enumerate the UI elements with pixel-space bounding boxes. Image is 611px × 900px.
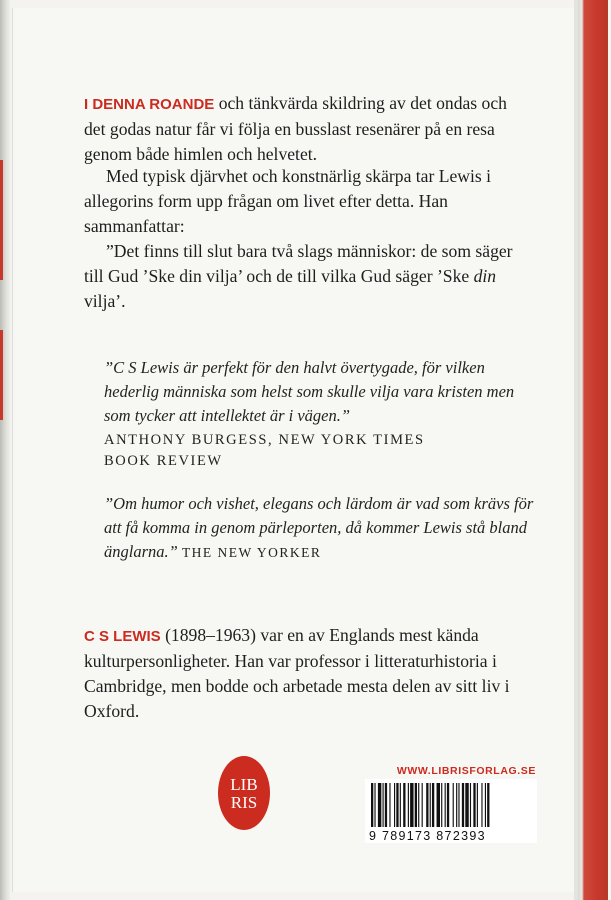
barcode-bar xyxy=(453,783,454,827)
barcode-bar xyxy=(432,783,434,827)
barcode-bar xyxy=(383,783,384,827)
barcode-bar xyxy=(487,783,489,827)
blurb-paragraph-2 xyxy=(84,164,524,314)
author-bio-text: (1898–1963) var en av Englands mest kända kulturpersonligheter. Han var professor i litteraturhistoria i Cambridge, men bodde och arbetade mesta delen av sitt liv i Oxford. xyxy=(84,625,510,721)
blurb-quote-part-b: vilja’. xyxy=(84,291,126,311)
blurb-lead: I DENNA ROANDE xyxy=(84,96,215,113)
barcode-bar xyxy=(408,783,409,827)
barcode-bar xyxy=(477,783,478,827)
barcode-bar xyxy=(465,783,468,827)
review-quote-2 xyxy=(104,492,544,565)
barcode-bar xyxy=(394,783,395,827)
barcode-bar xyxy=(371,783,373,827)
review-quote-2-text: ”Om humor och vishet, elegans och lärdom är vad som krävs för att få komma in genom pärleporten, då kommer Lewis stå bland änglarna.” xyxy=(104,494,534,561)
logo-line-2: RIS xyxy=(230,793,258,812)
blurb-paragraph-1 xyxy=(84,91,524,167)
blurb-p1-text: och tänkvärda skildring av det ondas och det godas natur får vi följa en busslast resenärer på en resa genom både himlen och helvetet. xyxy=(84,93,507,164)
barcode-icon xyxy=(371,783,531,827)
review-source-2: THE NEW YORKER xyxy=(181,545,322,560)
review-source-1-line2: BOOK REVIEW xyxy=(104,453,223,469)
barcode-bar xyxy=(462,783,464,827)
left-red-edge xyxy=(0,160,3,280)
barcode-bar xyxy=(374,783,375,827)
barcode-bar xyxy=(485,783,486,827)
blurb-quote-part-a: ”Det finns till slut bara två slags människor: de som säger till Gud ’Ske din vilja’ och de till vilka Gud säger ’Ske xyxy=(84,241,513,286)
barcode-bar xyxy=(456,783,457,827)
barcode-bar xyxy=(437,783,440,827)
libris-logo xyxy=(218,756,270,830)
barcode-bar xyxy=(426,783,428,827)
barcode-bar xyxy=(473,783,475,827)
barcode-bar xyxy=(430,783,431,827)
barcode-bar xyxy=(400,783,401,827)
barcode-bar xyxy=(403,783,405,827)
barcode-bar xyxy=(396,783,398,827)
barcode-bar xyxy=(445,783,446,827)
barcode-bar xyxy=(410,783,413,827)
barcode-bar xyxy=(422,783,423,827)
blurb-p2-text: Med typisk djärvhet och konstnärlig skärpa tar Lewis i allegorins form upp frågan om livet efter detta. Han sammanfattar: xyxy=(84,166,492,236)
publisher-url: WWW.LIBRISFORLAG.SE xyxy=(396,765,536,777)
review-source-1-line1: ANTHONY BURGESS, NEW YORK TIMES xyxy=(104,432,425,448)
review-quote-1: ”C S Lewis är perfekt för den halvt övertygade, för vilken hederlig människa som helst som skulle vilja vara kristen men som tycker att intellektet är i vägen.” xyxy=(104,358,515,425)
cover-left-edge xyxy=(0,0,10,900)
logo-line-1: LIB xyxy=(230,775,258,794)
barcode-bar xyxy=(378,783,381,827)
author-bio xyxy=(84,623,534,724)
blurb-quote-emphasis: din xyxy=(473,266,497,286)
barcode-bar xyxy=(389,783,390,827)
barcode-bar xyxy=(481,783,482,827)
barcode-bar xyxy=(385,783,387,827)
blurb-p2-quote xyxy=(84,239,524,314)
barcode-panel xyxy=(365,779,537,843)
barcode-bar xyxy=(415,783,417,827)
author-name: C S LEWIS xyxy=(84,628,161,645)
barcode-bar xyxy=(470,783,471,827)
left-red-edge-lower xyxy=(0,330,3,420)
red-spine xyxy=(578,0,608,900)
barcode-bar xyxy=(441,783,442,827)
isbn-number: 9 789173 872393 xyxy=(369,829,486,843)
barcode-bar xyxy=(418,783,419,827)
barcode-bar xyxy=(458,783,459,827)
barcode-bar xyxy=(447,783,449,827)
